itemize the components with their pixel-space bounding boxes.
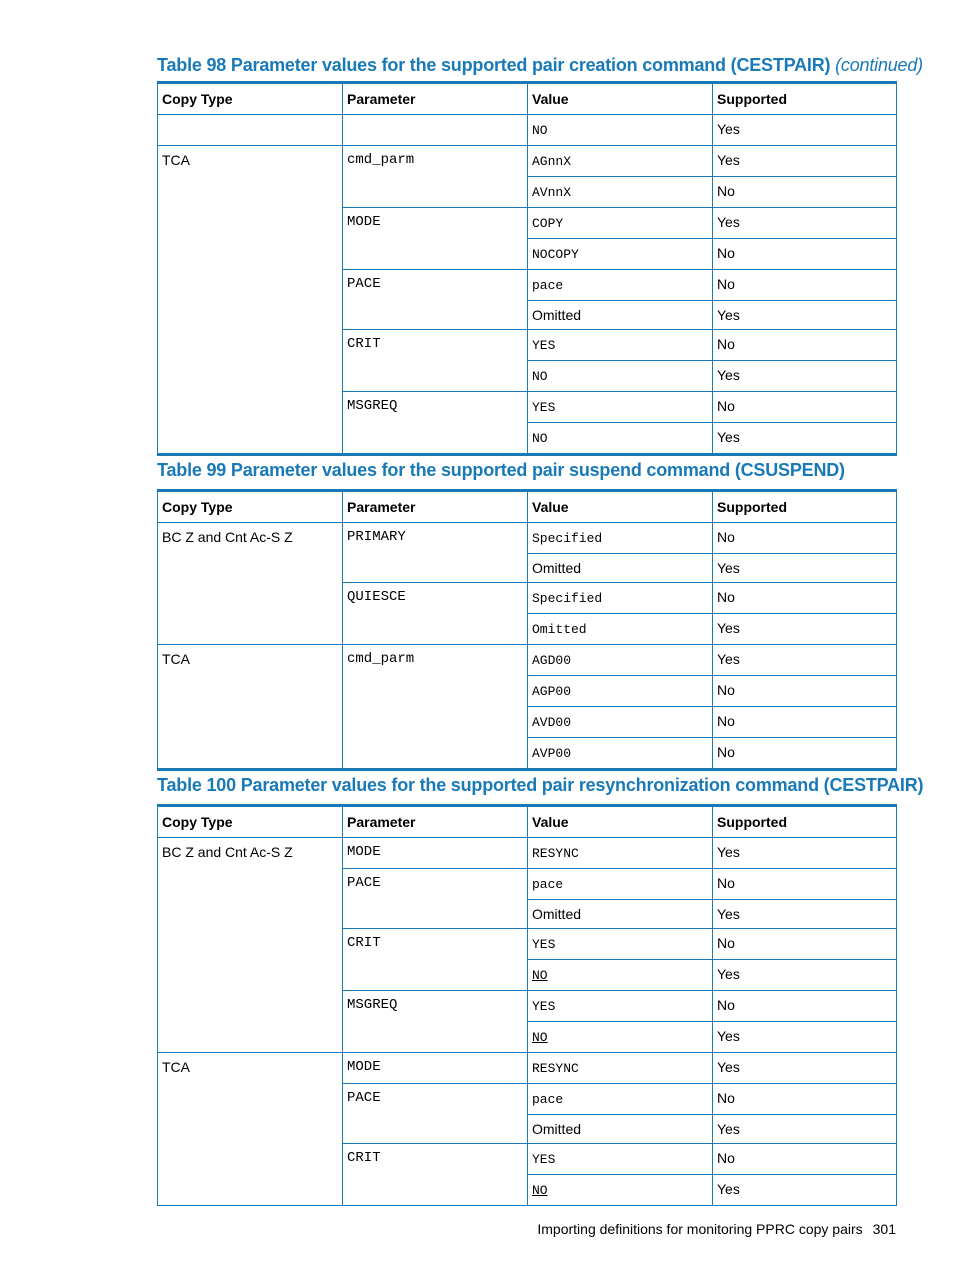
value-text: AGP00 (532, 684, 572, 699)
supported-cell: No (713, 869, 897, 900)
continued-label: (continued) (835, 55, 923, 75)
value-cell (528, 707, 713, 738)
column-header: Value (528, 806, 713, 838)
copy-type-cell: TCA (158, 146, 343, 455)
supported-cell: No (713, 330, 897, 361)
table-row (158, 1053, 897, 1084)
supported-cell: Yes (713, 1175, 897, 1206)
supported-cell: Yes (713, 1053, 897, 1084)
value-text: Specified (532, 591, 603, 606)
value-cell (528, 960, 713, 991)
supported-cell: No (713, 738, 897, 770)
column-header: Supported (713, 83, 897, 115)
supported-cell: No (713, 676, 897, 707)
supported-cell: No (713, 991, 897, 1022)
value-cell (528, 361, 713, 392)
value-text: AVD00 (532, 715, 572, 730)
supported-cell: Yes (713, 301, 897, 330)
supported-cell: Yes (713, 838, 897, 869)
value-cell (528, 146, 713, 177)
copy-type-cell (158, 115, 343, 146)
value-text: AGD00 (532, 653, 572, 668)
parameter-cell: MSGREQ (343, 392, 528, 455)
value-text: NO (532, 123, 548, 138)
value-text: pace (532, 1092, 564, 1107)
value-cell (528, 645, 713, 676)
value-text: NO (532, 369, 548, 384)
parameter-cell: MODE (343, 1053, 528, 1084)
parameter-cell: cmd_parm (343, 645, 528, 770)
value-text: YES (532, 400, 556, 415)
parameter-cell: MODE (343, 208, 528, 270)
supported-cell: No (713, 1084, 897, 1115)
supported-cell: Yes (713, 554, 897, 583)
parameter-cell (343, 115, 528, 146)
parameter-cell: PACE (343, 270, 528, 330)
value-text: COPY (532, 216, 564, 231)
copy-type-cell: TCA (158, 1053, 343, 1206)
value-cell (528, 423, 713, 455)
value-text: RESYNC (532, 1061, 579, 1076)
value-text: Omitted (532, 906, 582, 922)
value-text: NO (532, 431, 548, 446)
supported-cell: Yes (713, 115, 897, 146)
supported-cell: Yes (713, 146, 897, 177)
table-98-caption (157, 55, 923, 76)
supported-cell: No (713, 177, 897, 208)
value-text: Omitted (532, 560, 582, 576)
parameter-cell: CRIT (343, 929, 528, 991)
value-text: NO (532, 1030, 548, 1045)
column-header: Copy Type (158, 491, 343, 523)
value-text: NOCOPY (532, 247, 579, 262)
table-row (158, 115, 897, 146)
supported-cell: No (713, 929, 897, 960)
table-98-caption-text: Table 98 Parameter values for the supported pair creation command (CESTPAIR) (157, 55, 831, 75)
parameter-cell: PRIMARY (343, 523, 528, 583)
value-cell (528, 330, 713, 361)
column-header: Parameter (343, 83, 528, 115)
parameter-cell: MODE (343, 838, 528, 869)
supported-cell: Yes (713, 645, 897, 676)
parameter-cell: cmd_parm (343, 146, 528, 208)
parameter-cell: PACE (343, 1084, 528, 1144)
supported-cell: Yes (713, 361, 897, 392)
value-cell (528, 177, 713, 208)
value-cell (528, 838, 713, 869)
supported-cell: No (713, 583, 897, 614)
parameter-cell: PACE (343, 869, 528, 929)
supported-cell: No (713, 392, 897, 423)
parameter-cell: MSGREQ (343, 991, 528, 1053)
page-footer (537, 1221, 896, 1237)
column-header: Value (528, 491, 713, 523)
value-cell (528, 554, 713, 583)
supported-cell: No (713, 707, 897, 738)
value-cell (528, 115, 713, 146)
value-cell (528, 523, 713, 554)
value-text: YES (532, 338, 556, 353)
value-cell (528, 392, 713, 423)
value-cell (528, 1175, 713, 1206)
value-cell (528, 583, 713, 614)
table-row (158, 146, 897, 177)
value-text: YES (532, 937, 556, 952)
table-row (158, 523, 897, 554)
value-text: YES (532, 1152, 556, 1167)
supported-cell: Yes (713, 614, 897, 645)
supported-cell: No (713, 523, 897, 554)
supported-cell: Yes (713, 900, 897, 929)
column-header: Value (528, 83, 713, 115)
supported-cell: Yes (713, 208, 897, 239)
supported-cell: Yes (713, 960, 897, 991)
value-cell (528, 869, 713, 900)
supported-cell: No (713, 239, 897, 270)
header-row (158, 806, 897, 838)
value-text: Specified (532, 531, 603, 546)
supported-cell: Yes (713, 423, 897, 455)
value-cell (528, 1144, 713, 1175)
table-99-caption: Table 99 Parameter values for the supported pair suspend command (CSUSPEND) (157, 460, 845, 480)
value-text: NO (532, 1183, 548, 1198)
value-cell (528, 676, 713, 707)
value-text: NO (532, 968, 548, 983)
value-text: AGnnX (532, 154, 572, 169)
footer-text: Importing definitions for monitoring PPRC copy pairs (537, 1221, 863, 1237)
value-cell (528, 1115, 713, 1144)
value-cell (528, 208, 713, 239)
value-text: Omitted (532, 1121, 582, 1137)
value-text: AVP00 (532, 746, 572, 761)
copy-type-cell: BC Z and Cnt Ac-S Z (158, 523, 343, 645)
column-header: Copy Type (158, 806, 343, 838)
value-text: pace (532, 877, 564, 892)
value-cell (528, 900, 713, 929)
parameter-cell: QUIESCE (343, 583, 528, 645)
value-cell (528, 270, 713, 301)
value-text: Omitted (532, 307, 582, 323)
value-text: YES (532, 999, 556, 1014)
value-cell (528, 929, 713, 960)
value-cell (528, 614, 713, 645)
table-100-caption: Table 100 Parameter values for the supported pair resynchronization command (CESTPAIR) (157, 775, 924, 795)
value-cell (528, 738, 713, 770)
header-row (158, 491, 897, 523)
column-header: Supported (713, 491, 897, 523)
supported-cell: No (713, 1144, 897, 1175)
table-98 (157, 81, 897, 456)
header-row (158, 83, 897, 115)
page-number: 301 (872, 1221, 896, 1237)
supported-cell: No (713, 270, 897, 301)
parameter-cell: CRIT (343, 1144, 528, 1206)
copy-type-cell: TCA (158, 645, 343, 770)
value-cell (528, 1053, 713, 1084)
copy-type-cell: BC Z and Cnt Ac-S Z (158, 838, 343, 1053)
table-row (158, 645, 897, 676)
column-header: Copy Type (158, 83, 343, 115)
column-header: Supported (713, 806, 897, 838)
table-100 (157, 804, 897, 1206)
value-text: pace (532, 278, 564, 293)
supported-cell: Yes (713, 1022, 897, 1053)
value-cell (528, 1022, 713, 1053)
supported-cell: Yes (713, 1115, 897, 1144)
column-header: Parameter (343, 806, 528, 838)
value-cell (528, 1084, 713, 1115)
parameter-cell: CRIT (343, 330, 528, 392)
value-text: RESYNC (532, 846, 579, 861)
value-cell (528, 301, 713, 330)
table-row (158, 838, 897, 869)
value-text: Omitted (532, 622, 587, 637)
value-text: AVnnX (532, 185, 572, 200)
value-cell (528, 991, 713, 1022)
column-header: Parameter (343, 491, 528, 523)
value-cell (528, 239, 713, 270)
table-99 (157, 489, 897, 771)
